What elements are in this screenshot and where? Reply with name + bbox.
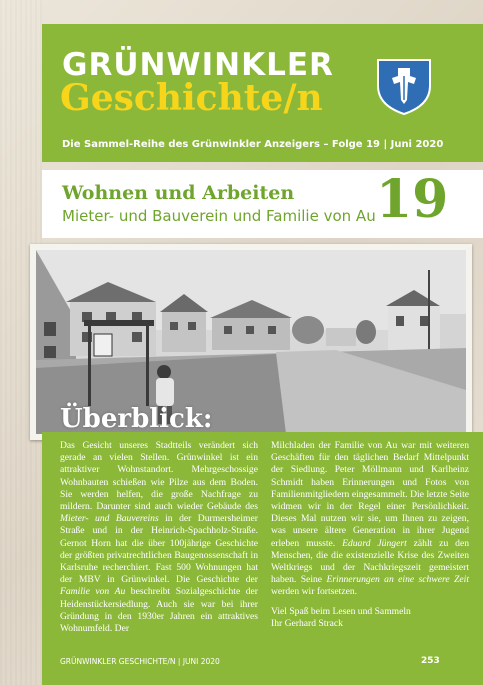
text-run: in der Durmersheimer Straße und in der Heinrich-Spachholz-Straße. Gernot Horn hat die über 100jährige Geschichte der größten privatrechtlichen Baugenossenschaft in Karlsruhe recherchiert. Fast 500 Wohnungen hat der MBV in Grünwinkel. Die Geschichte der (60, 513, 258, 586)
footer-publication: GRÜNWINKLER GESCHICHTE/N | JUNI 2020 (60, 657, 220, 666)
article-column-2 (271, 440, 469, 630)
column-2-paragraph (271, 440, 469, 599)
section-heading: Überblick: (60, 404, 213, 434)
signature-line-2: Ihr Gerhard Strack (271, 617, 343, 629)
text-run: beschreibt Sozialgeschichte der Heidenstückersiedlung. Auch sie war bei ihrer Gründung in den 1930er Jahren ein attraktives Wohnumfeld. Der (60, 586, 258, 635)
signature (271, 606, 469, 630)
column-1-paragraph (60, 440, 258, 635)
series-subtitle: Die Sammel-Reihe des Grünwinkler Anzeigers – Folge 19 | Juni 2020 (62, 139, 444, 150)
emphasis-familie-von-au: Familie von Au (60, 586, 126, 598)
title-geschichten: Geschichte/n (60, 77, 323, 119)
page-number: 253 (421, 656, 440, 666)
feature-subtitle: Mieter- und Bauverein und Familie von Au (62, 207, 376, 225)
text-run: zählt zu den Menschen, die die existenzielle Krise des Zweiten Weltkriegs und der Nachkriegszeit gemeistert haben. Seine (271, 537, 469, 586)
episode-number: 19 (376, 169, 449, 230)
emphasis-erinnerungen: Erinnerungen an eine schwere Zeit (326, 574, 469, 586)
text-run: Das Gesicht unseres Stadtteils verändert sich gerade an vielen Stellen. Grünwinkel ist ein attraktiver Wohnstandort. Mehrgeschossige Wohnbauten schießen wie Pilze aus dem Boden. Sie werden helfen, die große Nachfrage zu mildern. Darunter sind auch wieder Gebäude des (60, 440, 258, 513)
emphasis-eduard-juengert: Eduard Jüngert (342, 537, 407, 549)
shield-crest-icon (374, 56, 434, 116)
feature-title: Wohnen und Arbeiten (62, 182, 295, 204)
title-grunwinkler: GRÜNWINKLER (62, 47, 334, 83)
emphasis-mbv: Mieter- und Bauvereins (60, 513, 159, 525)
text-run: Milchladen der Familie von Au war mit weiteren Geschäften für den täglichen Bedarf Mittelpunkt der Siedlung. Peter Möllmann und Karlheinz Schmidt haben Erinnerungen und Fotos von Familienmitgliedern eingesammelt. Die letzte Seite widmen wir in der Regel einer Persönlichkeit. Dieses Mal nutzen wir sie, um Ihnen zu zeigen, was unsere ältere Generation in ihrer Jugend erleben musste. (271, 440, 469, 549)
signature-line-1: Viel Spaß beim Lesen und Sammeln (271, 605, 411, 617)
text-run: werden wir fortsetzen. (271, 586, 358, 598)
article-column-1 (60, 440, 258, 635)
